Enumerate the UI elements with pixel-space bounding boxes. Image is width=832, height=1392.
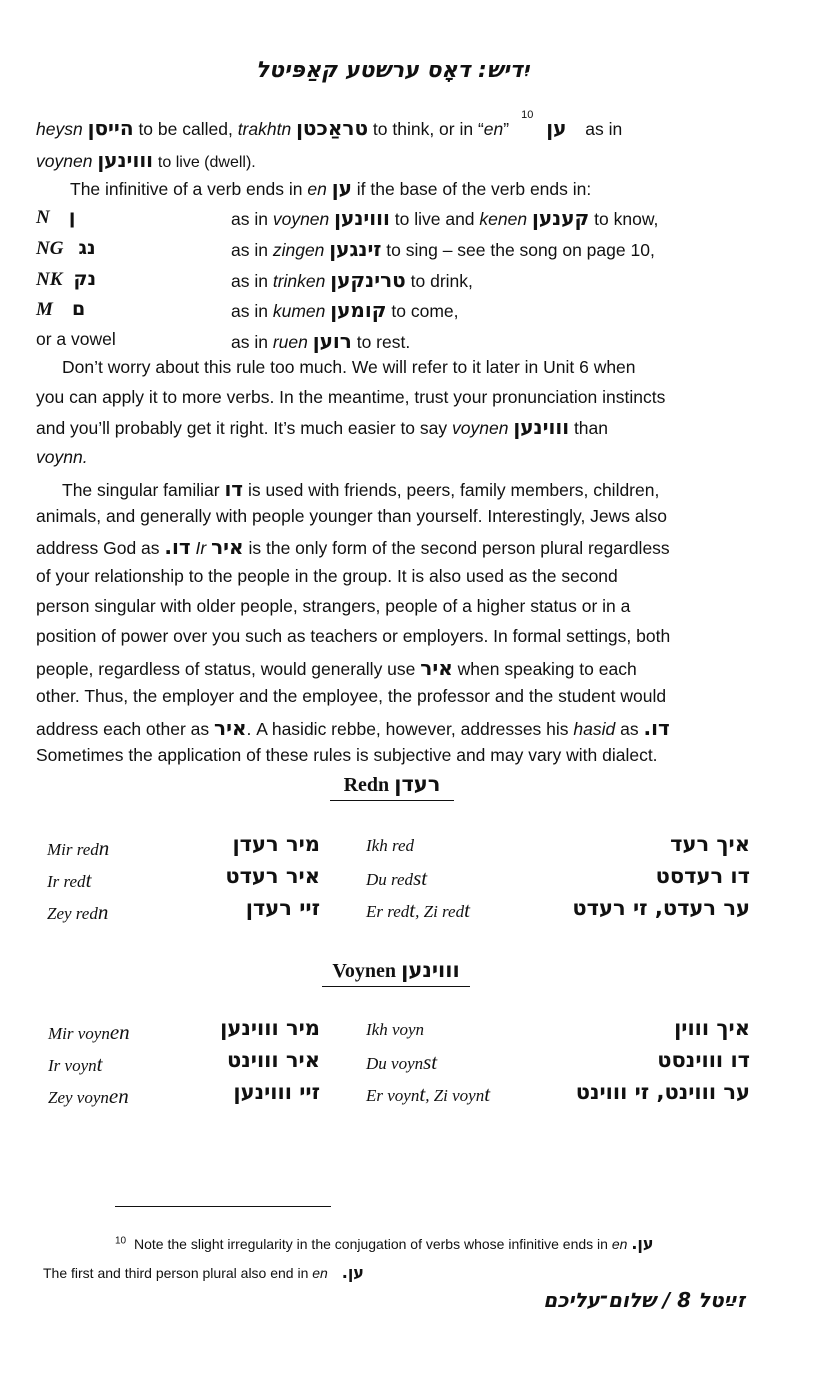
rule-row (36, 237, 96, 260)
conj-plural (48, 1084, 129, 1109)
example-hebrew: טרינקען (330, 268, 406, 292)
en-hebrew: ען (546, 116, 567, 140)
voynen-hebrew: וווינען (97, 148, 154, 172)
text-line (36, 716, 670, 740)
ending: st (423, 1050, 438, 1074)
conj-singular-hebrew: דו רעדסט (655, 864, 750, 888)
text-line (36, 415, 608, 439)
voynen-gloss: to live (dwell). (157, 154, 256, 171)
text-segment: people, regardless of status, would generally use (36, 659, 416, 679)
stem: Ir voyn (48, 1056, 97, 1075)
example-hebrew-2: קענען (531, 206, 590, 230)
ir-hebrew: איר (211, 535, 244, 559)
conj-plural-hebrew: מיר רעדן (232, 832, 320, 856)
footnote-text: The first and third person plural also end in (43, 1265, 309, 1281)
ending: n (98, 836, 110, 860)
ending: t (85, 868, 92, 892)
text-segment: The singular familiar (62, 480, 220, 500)
section-title-text: Voynen (332, 960, 397, 982)
footnote-ref: 10 (521, 109, 534, 122)
heysn: heysn (36, 119, 83, 139)
example-gloss: to live and (394, 209, 475, 229)
text-line: position of power over you such as teachers or employers. In formal settings, both (36, 626, 671, 646)
example-word: zingen (272, 240, 325, 260)
ending: st (413, 866, 428, 890)
hasid-term: hasid (573, 719, 616, 739)
footnote-en: en (312, 1265, 328, 1281)
text-segment: address God as (36, 538, 160, 558)
text-segment: than (573, 418, 608, 438)
conj-singular-hebrew: איך וווין (674, 1016, 750, 1040)
rule-label-hebrew: נק (73, 268, 97, 290)
section-title (330, 772, 454, 801)
intro-line-2 (36, 148, 256, 172)
voynen-hebrew: וווינען (513, 415, 570, 439)
example-word: trinken (272, 271, 326, 291)
rule-text-b: if the base of the verb ends in: (356, 179, 592, 199)
rule-label: NK (36, 269, 63, 290)
rule-en-hebrew: ען (331, 176, 352, 200)
text-line: Don’t worry about this rule too much. We will refer to it later in Unit 6 when (62, 357, 636, 377)
stem: Zey red (47, 904, 98, 923)
text-segment: . A hasidic rebbe, however, addresses his (246, 719, 569, 739)
trakhtn-hebrew: טראַכטן (296, 116, 369, 140)
example-word-2: kenen (479, 209, 528, 229)
stem: Zey voyn (48, 1088, 109, 1107)
conj-singular-hebrew: ער רעדט, זי רעדט (572, 896, 750, 920)
voynen-term: voynen (452, 418, 509, 438)
section-title-hebrew: וווינען (401, 958, 460, 982)
stem: , Zi red (415, 902, 465, 921)
section-title-text: Redn (343, 774, 390, 796)
footnote-number: 10 (115, 1235, 127, 1247)
footnote-hebrew: ען. (341, 1263, 364, 1282)
text-segment: is the only form of the second person plural regardless (248, 538, 670, 558)
text-line: you can apply it to more verbs. In the meantime, trust your pronunciation instincts (36, 387, 666, 407)
du-hebrew: דו. (643, 716, 670, 740)
ending: t (419, 1082, 426, 1106)
page-footer: זײַטל 8 / שלום־עליכם (543, 1288, 745, 1312)
footnote-hebrew: ען. (631, 1234, 654, 1253)
intro-line-1 (36, 109, 623, 140)
conj-singular (366, 1050, 437, 1075)
conj-plural (47, 900, 108, 925)
example-gloss: to sing – see the song on page 10, (386, 240, 655, 260)
text-line: animals, and generally with people younger than yourself. Interestingly, Jews also (36, 506, 667, 526)
example-word: voynen (272, 209, 330, 229)
conj-plural-hebrew: מיר וווינען (220, 1016, 320, 1040)
as-in: as in (231, 332, 268, 352)
text-line: voynn. (36, 447, 88, 467)
footnote-rule (115, 1206, 331, 1207)
trakhtn: trakhtn (237, 119, 292, 139)
stem: Ikh voyn (366, 1020, 425, 1039)
quote-end: ” (503, 119, 510, 139)
rule-label: M (36, 299, 53, 320)
section-title-hebrew: רעדן (394, 772, 441, 796)
heysn-gloss: to be called, (138, 119, 233, 139)
rule-label: or a vowel (36, 329, 116, 349)
example-word: ruen (272, 332, 308, 352)
example-gloss: to rest. (356, 332, 411, 352)
conj-plural-hebrew: איר וווינט (226, 1048, 320, 1072)
stem: Ikh red (366, 836, 414, 855)
conj-singular (366, 898, 470, 923)
text-line (62, 477, 659, 501)
ending: t (484, 1082, 491, 1106)
text-segment: address each other as (36, 719, 210, 739)
en-term: en (483, 119, 504, 139)
stem: Mir voyn (48, 1024, 110, 1043)
footnote-line-2 (43, 1263, 364, 1282)
conj-singular-hebrew: איך רעד (670, 832, 750, 856)
stem: Du voyn (366, 1054, 424, 1073)
conj-singular-hebrew: ער וווינט, זי וווינט (575, 1080, 750, 1104)
example-hebrew: וווינען (334, 206, 390, 230)
rule-example (231, 268, 473, 292)
text-line: person singular with older people, strangers, people of a higher status or in a (36, 596, 631, 616)
rule-example (231, 329, 410, 353)
footnote-en: en (611, 1236, 628, 1252)
as-in: as in (231, 271, 268, 291)
footnote-text: Note the slight irregularity in the conjugation of verbs whose infinitive ends in (134, 1236, 608, 1252)
example-hebrew: זינגען (329, 237, 382, 261)
as-in: as in (585, 119, 623, 139)
section-title (322, 958, 470, 987)
rule-row (36, 206, 75, 229)
stem: Er red (366, 902, 410, 921)
text-segment: and you’ll probably get it right. It’s much easier to say (36, 418, 448, 438)
ir-hebrew: איר (420, 656, 453, 680)
conj-singular-hebrew: דו וווינסט (657, 1048, 750, 1072)
stem: Du red (366, 870, 414, 889)
as-in: as in (231, 209, 268, 229)
stem: Ir red (47, 872, 86, 891)
conj-plural (47, 868, 91, 893)
text-segment: as (620, 719, 639, 739)
conj-plural (47, 836, 109, 861)
stem: Mir red (47, 840, 99, 859)
ir-term: Ir (195, 538, 207, 558)
text-segment: when speaking to each (457, 659, 637, 679)
rule-intro (70, 176, 591, 200)
text-line: Sometimes the application of these rules is subjective and may vary with dialect. (36, 745, 658, 765)
ending: t (464, 898, 470, 922)
conj-plural-hebrew: זיי רעדן (245, 896, 320, 920)
footnote-line-1 (115, 1234, 654, 1253)
heysn-hebrew: הייסן (87, 116, 134, 140)
rule-example (231, 206, 658, 230)
trakhtn-gloss: to think, or in “ (372, 119, 484, 139)
example-gloss-2: to know, (594, 209, 659, 229)
example-word: kumen (272, 301, 326, 321)
ending: en (109, 1020, 130, 1044)
rule-text-a: The infinitive of a verb ends in (70, 179, 303, 199)
example-gloss: to come, (391, 301, 459, 321)
conj-singular (366, 836, 414, 856)
stem: , Zi voyn (425, 1086, 485, 1105)
rule-label: N (36, 207, 50, 228)
du-hebrew: דו. (164, 535, 191, 559)
conj-singular (366, 1082, 490, 1107)
ending: t (409, 898, 416, 922)
ir-hebrew: איר (214, 716, 247, 740)
text-line (36, 535, 670, 559)
conj-plural-hebrew: איר רעדט (225, 864, 320, 888)
ending: en (108, 1084, 129, 1108)
rule-row (36, 268, 96, 291)
voynen: voynen (36, 151, 93, 171)
conj-plural-hebrew: זיי וווינען (233, 1080, 320, 1104)
du-hebrew: דו (224, 477, 244, 501)
stem: Er voyn (366, 1086, 420, 1105)
ending: t (96, 1052, 103, 1076)
rule-label: NG (36, 238, 64, 259)
ending: n (97, 900, 109, 924)
conj-plural (48, 1020, 130, 1045)
as-in: as in (231, 240, 268, 260)
text-line: of your relationship to the people in the group. It is also used as the second (36, 566, 618, 586)
conj-singular (366, 866, 427, 891)
rule-example (231, 237, 655, 261)
chapter-title: יִדיש: דאָס ערשטע קאַפּיטל (255, 58, 530, 83)
rule-en: en (307, 179, 327, 199)
rule-label-hebrew: ם (72, 298, 86, 320)
rule-row (36, 329, 116, 350)
text-line (36, 656, 637, 680)
conj-singular (366, 1020, 424, 1040)
text-line: other. Thus, the employer and the employee, the professor and the student would (36, 686, 667, 706)
rule-label-hebrew: ן (68, 206, 76, 228)
as-in: as in (231, 301, 268, 321)
conj-plural (48, 1052, 102, 1077)
rule-row (36, 298, 85, 321)
example-hebrew: קומען (330, 298, 387, 322)
rule-label-hebrew: נג (78, 237, 96, 259)
example-hebrew: רוען (312, 329, 352, 353)
example-gloss: to drink, (410, 271, 473, 291)
rule-example (231, 298, 459, 322)
text-segment: is used with friends, peers, family members, children, (247, 480, 660, 500)
